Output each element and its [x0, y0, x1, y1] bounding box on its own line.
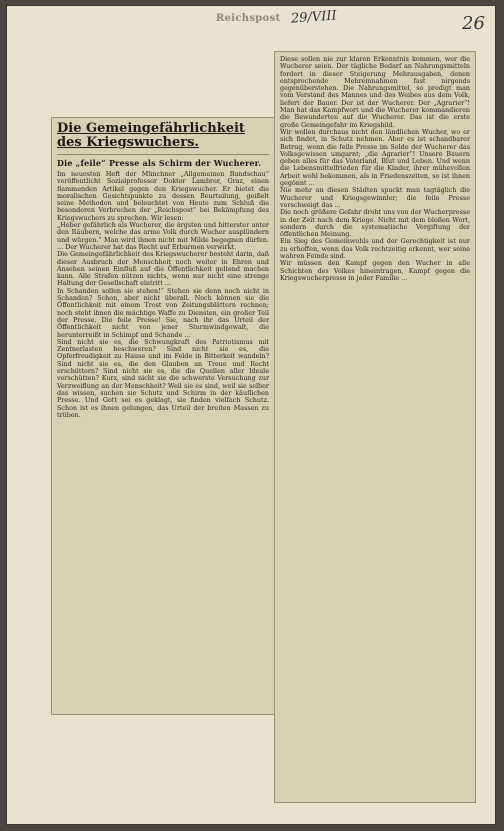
page-number: 26: [462, 13, 485, 34]
handwritten-date-note: 29/VIII: [290, 8, 338, 27]
newspaper-masthead: Reichspost: [216, 13, 281, 24]
article-clipping-right: [274, 51, 476, 803]
divider: [57, 154, 269, 155]
article-clipping-left: [51, 117, 275, 715]
article-body-right: Diese sollen nie zur klaren Erkenntnis kommen, wer die Wucherer seien. Der tägliche Bedarf an Nahrungsmitteln fordert in dieser Steigerung Mehrausgaben, denen entsprechende Mehreinnahmen fast nirgends gegenüberstehen. Die Nahrungsmittel, so predigt man vom Verstand des Mannes und des Weibes aus dem Volk, liefert der Bauer. Der ist der Wucherer. Der „Agrarier“! Man hat das Kampfwort und die Wucherer kommandieren die Bewunderten auf die Wucherer. Das ist die erste große Gemeingefahr im Kriegsbild. Wir wollen durchaus nicht den ländlichen Wucher, wo er sich findet, in Schutz nehmen. Aber es ist schandbarer Betrug, wenn die feile Presse im Solde der Wucherer das Volksgewissen umgarnt; „die Agrarier“! Unsere Bauern geben alles für das Vaterland, Blut und Leben. Und wenn die Lebensmittelfrieden für die Kinder, ihrer mühevollen Arbeit wohl bekommen, als in Friedenszeiten, so ist ihnen gegönnt ... Nie mehr an diesen Städten spuckt man tagtäglich die Wucherer und Kriegsgewinnler; die feile Presse verschweigt das ... Die noch größere Gefahr droht uns von der Wucherpresse in der Zeit nach dem Kriege. Nicht mit dem bloßen Wort, sondern durch die systematische Vergiftung der öffentlichen Meinung. Ein Sieg des Gemeinwohls und der Gerechtigkeit ist nur zu erhoffen, wenn das Volk rechtzeitig erkennt, wer seine wahren Feinde sind. Wir müssen den Kampf gegen den Wucher in alle Schichten des Volkes hineintragen, Kampf gegen die Kriegswucherpresse in jeder Familie ...: [280, 55, 470, 282]
archive-sheet: [6, 5, 496, 825]
article-body-left: Im neuesten Heft der Münchner „Allgemeinen Rundschau“ veröffentlicht Sozialprofessor Doktor Lambrer, Graz, einen flammenden Artikel gegen den Kriegswucher. Er bietet die moralischen Gesichtspunkte zu dessen Beurteilung, geißelt seine Methoden und beleuchtet von Heute zum Schluß die besonderen Verbrechen der „Reichspost“ bei Bekämpfung des Kriegswuchers zu sprechen. Wir lesen: „Heber gefährlich als Wucherer, die ärgsten und bitterster unter den Räubern, welche das arme Volk durch Wucher ausplündern und würgen.“ Man wird ihnen nicht mit Milde begegnen dürfen. ... Der Wucherer hat das Recht auf Erbarmen verwirkt. Die Gemeingefährlichkeit des Kriegswucherer besteht darin, daß dieser Ausbruch der Menschheit noch weiter in Ehren und Ansehen seinen Einfluß auf die Öffentlichkeit geltend machen kann. Alle Strafen nützen nichts, wenn nur nicht eine strenge Haltung der Gesellschaft eintritt ... In Schanden sollen sie stehen!“ Stehen sie denn noch nicht in Schanden? Schon, aber nicht überall. Noch können sie die Öffentlichkeit mit einem Trost von Zeitungsblättern rechnen; noch steht ihnen die mächtige Waffe zu Diensten, ein großer Teil der Presse. Die feile Presse! Sie, nach ihr das Urteil der Öffentlichkeit nicht von jener Sturmwindgewalt, die herunterreißt in Schimpf und Schande ... Sind nicht sie es, die Schwungkraft des Patriotismus mit Zentnerlasten beschweren? Sind nicht sie es, die Opferfreudigkeit zu Hause und im Felde in Bitterkeit wandeln? Sind nicht sie es, die den Glauben an Treue und Recht erschüttern? Sind nicht sie es, die die Quellen aller Ideale verschütten? Kurz, sind nicht sie die schwerste Versuchung zur Verzweiflung an der Menschheit? Weil sie es sind, weil sie selber das wissen, suchen sie Schutz und Schirm in der käuflichen Presse. Und Gott sei es geklagt, sie finden vielfach Schutz. Schon ist es ihnen gelungen, das Urteil der breiten Massen zu trüben.: [57, 170, 269, 419]
article-headline: Die Gemeingefährlichkeit des Kriegswuchers.: [57, 121, 245, 150]
article-subheading: Die „feile“ Presse als Schirm der Wucherer.: [57, 158, 262, 168]
